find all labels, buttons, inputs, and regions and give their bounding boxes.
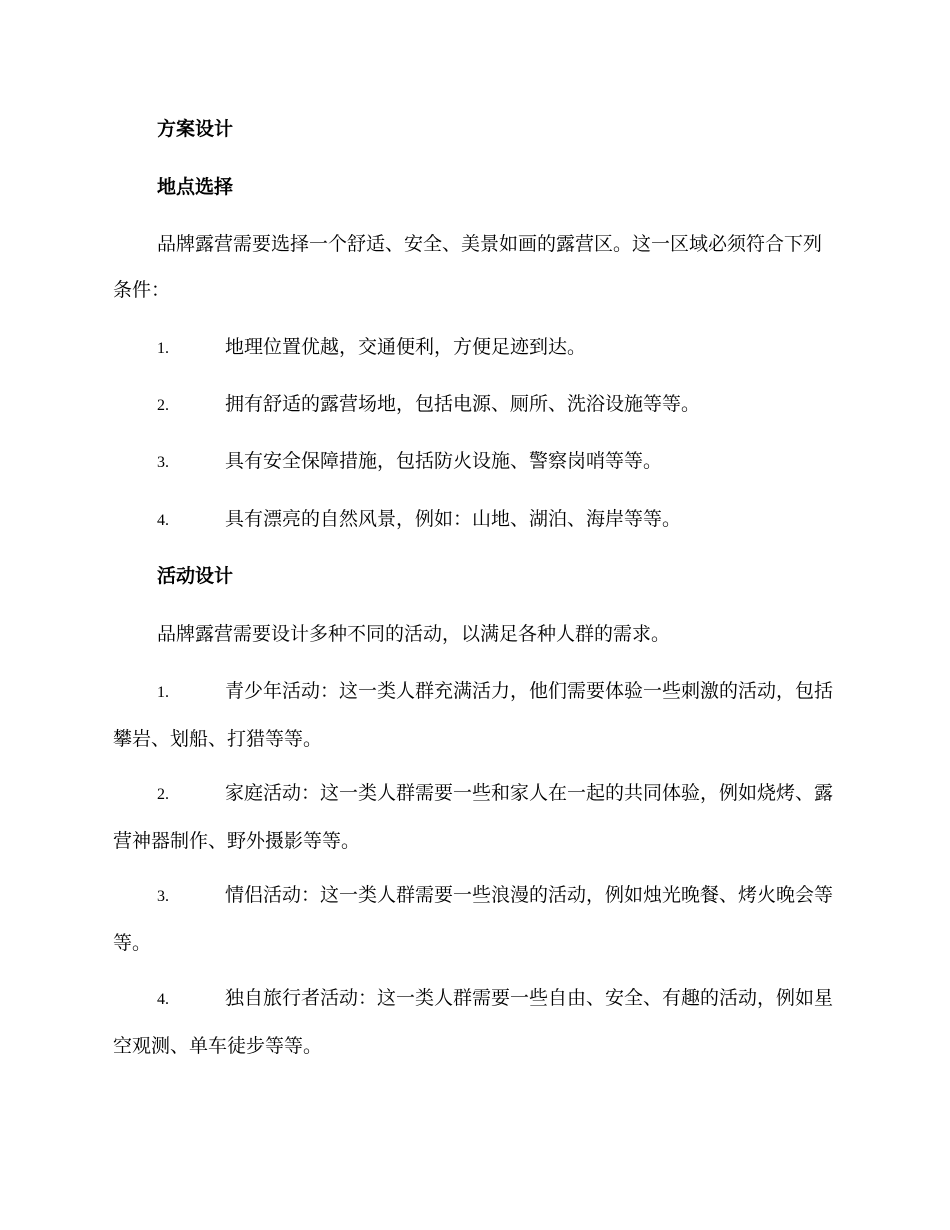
- activity-list-item: [113, 668, 833, 762]
- section-heading-activity: 活动设计: [157, 565, 234, 587]
- list-item-text: 地理位置优越，交通便利，方便足迹到达。: [225, 336, 587, 358]
- list-number: 2.: [157, 786, 169, 803]
- location-list-item: [113, 438, 833, 486]
- activity-list-item: [113, 770, 833, 864]
- list-number: 4.: [157, 991, 169, 1008]
- list-item-text: 具有安全保障措施，包括防火设施、警察岗哨等等。: [225, 450, 663, 472]
- location-list-item: [113, 496, 833, 544]
- list-item-text: 拥有舒适的露营场地，包括电源、厕所、洗浴设施等等。: [225, 393, 701, 415]
- document-title: 方案设计: [157, 118, 234, 140]
- list-number: 3.: [157, 888, 169, 905]
- activity-list-item: [113, 872, 833, 966]
- section-heading-location: 地点选择: [157, 176, 234, 198]
- list-item-text: 青少年活动：这一类人群充满活力，他们需要体验一些刺激的活动，包括攀岩、划船、打猎等等。: [113, 680, 834, 750]
- list-item-text: 独自旅行者活动：这一类人群需要一些自由、安全、有趣的活动，例如星空观测、单车徒步等等。: [113, 987, 834, 1057]
- list-number: 4.: [157, 512, 169, 529]
- list-number: 1.: [157, 340, 169, 357]
- location-list-item: [113, 324, 833, 372]
- activity-list-item: [113, 975, 833, 1069]
- location-intro-paragraph: 品牌露营需要选择一个舒适、安全、美景如画的露营区。这一区域必须符合下列条件：: [113, 233, 823, 301]
- list-number: 2.: [157, 397, 169, 414]
- activity-intro-paragraph: 品牌露营需要设计多种不同的活动，以满足各种人群的需求。: [157, 623, 671, 645]
- list-number: 1.: [157, 684, 169, 701]
- list-item-text: 家庭活动：这一类人群需要一些和家人在一起的共同体验，例如烧烤、露营神器制作、野外摄影等等。: [113, 782, 834, 852]
- list-item-text: 具有漂亮的自然风景，例如：山地、湖泊、海岸等等。: [225, 508, 682, 530]
- list-number: 3.: [157, 454, 169, 471]
- location-list-item: [113, 381, 833, 429]
- list-item-text: 情侣活动：这一类人群需要一些浪漫的活动，例如烛光晚餐、烤火晚会等等。: [113, 884, 834, 954]
